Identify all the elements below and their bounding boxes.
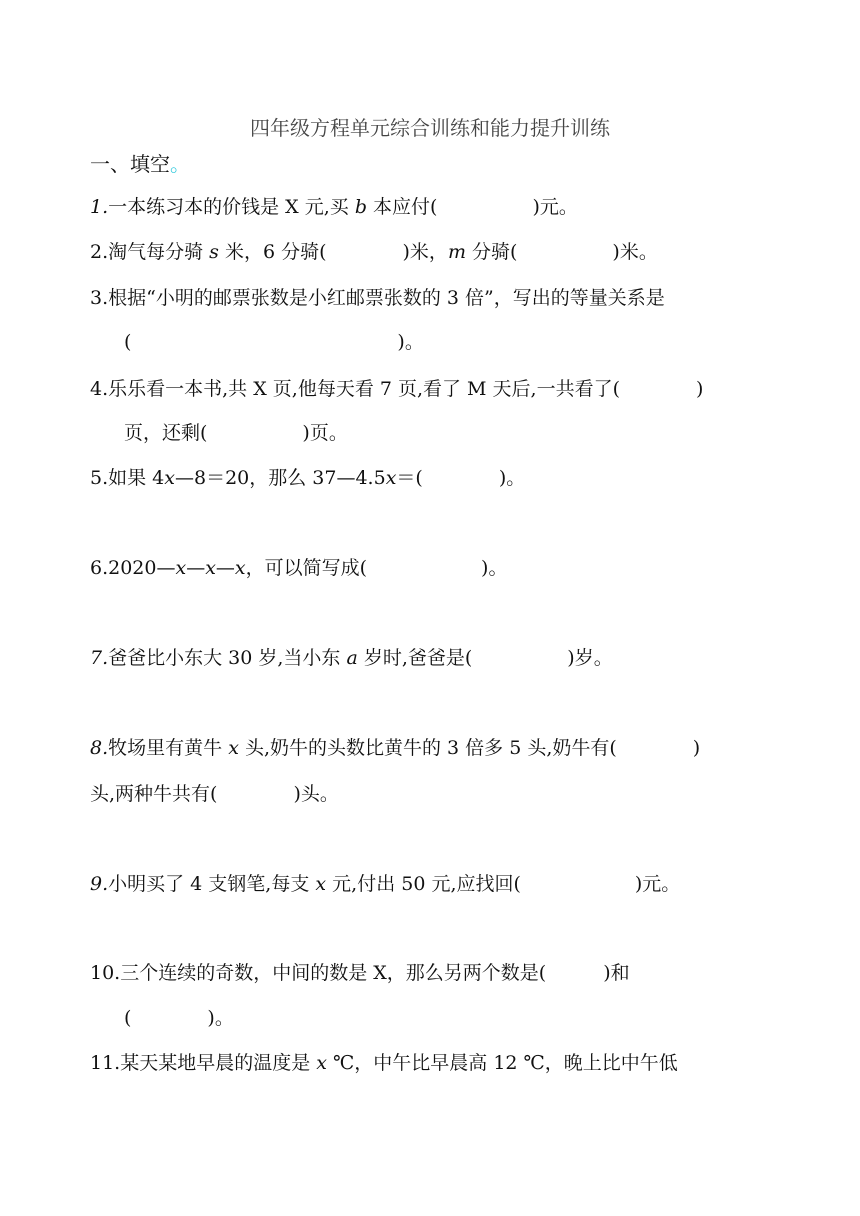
question-11-text-a: 11.某天某地早晨的温度是 [90, 1052, 317, 1074]
question-2-var-s: s [209, 241, 219, 263]
question-7-text-b: 岁时,爸爸是( )岁。 [357, 647, 613, 669]
question-5-var-1: x [164, 467, 175, 489]
section-label: 一、填空 [90, 152, 170, 176]
question-3-line-2: ( )。 [124, 331, 424, 353]
question-6-var-1: x [175, 557, 187, 579]
question-2 [90, 239, 860, 265]
question-11-var: x [316, 1052, 327, 1074]
question-2-text-a: 2.淘气每分骑 [90, 241, 210, 263]
question-6-text-a: 6.2020— [90, 557, 176, 579]
question-9 [90, 871, 860, 897]
question-6-var-3: x [234, 557, 246, 579]
question-7-var: a [346, 647, 358, 669]
question-5-text-b: —8＝20，那么 37—4.5 [174, 467, 386, 489]
question-11 [90, 1050, 860, 1076]
question-10-line-1: 10.三个连续的奇数，中间的数是 X，那么另两个数是( )和 [90, 962, 630, 984]
question-7-text-a: 爸爸比小东大 30 岁,当小东 [108, 647, 347, 669]
question-9-text-b: 元,付出 50 元,应找回( )元。 [326, 873, 681, 895]
question-9-text-a: 小明买了 4 支钢笔,每支 [108, 873, 316, 895]
question-1-text-b: 本应付( )元。 [367, 196, 578, 218]
section-dot: 。 [170, 152, 190, 176]
section-heading [90, 148, 190, 177]
question-2-text-b: 米，6 分骑( )米， [218, 241, 448, 263]
question-1-var: b [354, 196, 367, 218]
question-10-line-2: ( )。 [124, 1007, 234, 1029]
question-2-var-m: m [447, 241, 466, 263]
question-8-number: 8. [90, 737, 109, 759]
question-5-text-a: 5.如果 4 [90, 467, 165, 489]
question-8-var: x [228, 737, 239, 759]
question-5-var-2: x [385, 467, 397, 489]
question-8-line-2: 头,两种牛共有( )头。 [90, 783, 339, 805]
question-7 [90, 645, 860, 671]
question-4-line-1: 4.乐乐看一本书,共 X 页,他每天看 7 页,看了 M 天后,一共看了( ) [90, 378, 704, 400]
question-1-number: 1. [90, 196, 109, 218]
question-6-text-d: ，可以简写成( )。 [245, 557, 508, 579]
question-2-text-c: 分骑( )米。 [465, 241, 658, 263]
question-11-text-b: ℃，中午比早晨高 12 ℃，晚上比中午低 [326, 1052, 678, 1074]
question-6-text-c: — [215, 557, 235, 579]
question-7-number: 7. [90, 647, 109, 669]
question-9-number: 9. [90, 873, 109, 895]
question-4-line-2: 页，还剩( )页。 [124, 422, 348, 444]
question-8-text-b: 头,奶牛的头数比黄牛的 3 倍多 5 头,奶牛有( ) [238, 737, 701, 759]
question-9-var: x [315, 873, 327, 895]
question-5 [90, 465, 860, 491]
question-8-text-a: 牧场里有黄牛 [108, 737, 229, 759]
question-5-text-c: ＝( )。 [396, 467, 526, 489]
question-1 [90, 194, 860, 220]
question-6-text-b: — [186, 557, 206, 579]
question-8-line-1 [90, 735, 860, 761]
question-6-var-2: x [205, 557, 216, 579]
question-1-text-a: 一本练习本的价钱是 X 元,买 [108, 196, 355, 218]
page-title: 四年级方程单元综合训练和能力提升训练 [250, 116, 610, 140]
question-6 [90, 555, 860, 581]
question-3-line-1: 3.根据“小明的邮票张数是小红邮票张数的 3 倍”，写出的等量关系是 [90, 287, 665, 309]
